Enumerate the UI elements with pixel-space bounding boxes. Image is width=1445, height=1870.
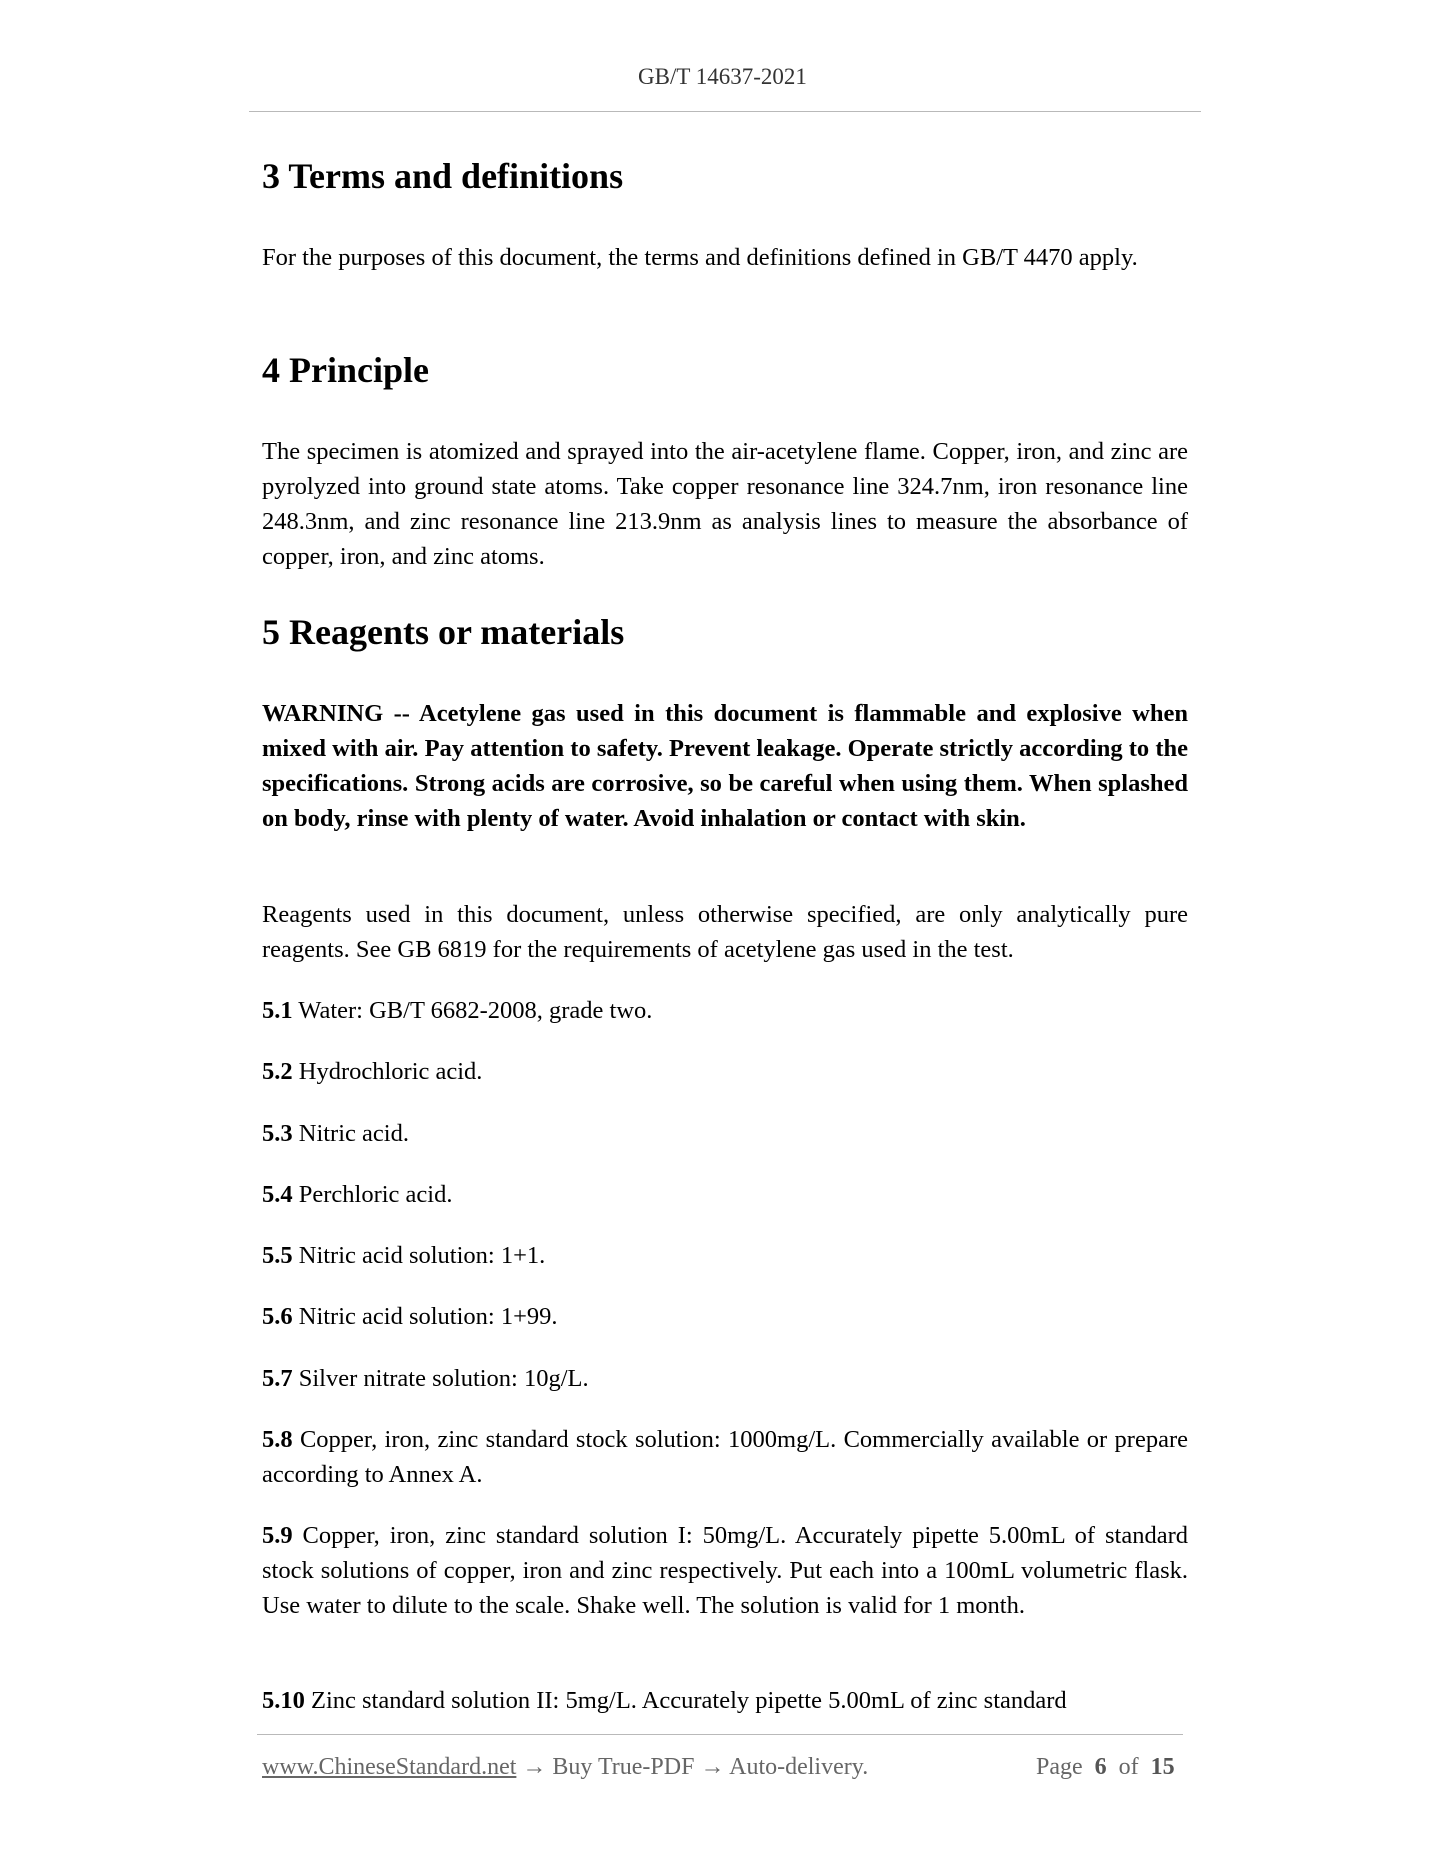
page-current: 6	[1094, 1754, 1107, 1780]
list-item	[262, 1683, 1188, 1718]
item-number: 5.1	[262, 997, 293, 1024]
item-text: Silver nitrate solution: 10g/L.	[292, 1365, 589, 1392]
item-number: 5.10	[262, 1687, 305, 1714]
page-total: 15	[1150, 1754, 1175, 1780]
section-3-text: For the purposes of this document, the terms and definitions defined in GB/T 4470 apply.	[262, 244, 1138, 271]
list-item	[262, 993, 1188, 1028]
section-5-heading: 5 Reagents or materials	[262, 612, 625, 652]
list-item	[262, 1238, 1188, 1273]
list-item	[262, 1116, 1188, 1151]
list-item	[262, 1518, 1188, 1623]
section-3-heading: 3 Terms and definitions	[262, 156, 624, 196]
item-number: 5.7	[262, 1365, 293, 1392]
footer-divider	[257, 1734, 1183, 1735]
item-number: 5.3	[262, 1120, 293, 1147]
item-number: 5.6	[262, 1303, 293, 1330]
page-of: of	[1118, 1754, 1139, 1780]
header-divider	[249, 111, 1201, 112]
item-text: Zinc standard solution II: 5mg/L. Accurately pipette 5.00mL of zinc standard	[304, 1687, 1067, 1714]
item-number: 5.8	[262, 1426, 293, 1453]
item-text: Hydrochloric acid.	[292, 1058, 483, 1085]
footer-tagline: → Buy True-PDF → Auto-delivery.	[516, 1754, 869, 1780]
section-4-heading: 4 Principle	[262, 350, 429, 390]
list-item	[262, 1361, 1188, 1396]
list-item	[262, 1299, 1188, 1334]
section-5-intro: Reagents used in this document, unless otherwise specified, are only analytically pure reagents. See GB 6819 for the requirements of acetylene gas used in the test.	[262, 901, 1188, 963]
item-text: Perchloric acid.	[292, 1181, 453, 1208]
item-number: 5.5	[262, 1242, 293, 1269]
page-label: Page	[1036, 1754, 1083, 1780]
site-link[interactable]: www.ChineseStandard.net	[262, 1754, 517, 1780]
item-number: 5.4	[262, 1181, 293, 1208]
document-id-header: GB/T 14637-2021	[638, 64, 807, 89]
safety-warning: WARNING -- Acetylene gas used in this document is flammable and explosive when mixed with air. Pay attention to safety. Prevent leakage. Operate strictly according to the specifications. Strong acids are corrosive, so be careful when using them. When splashed on body, rinse with plenty of water. Avoid inhalation or contact with skin.	[262, 700, 1188, 832]
item-text: Nitric acid.	[292, 1120, 409, 1147]
section-4-text: The specimen is atomized and sprayed into the air-acetylene flame. Copper, iron, and zinc are pyrolyzed into ground state atoms. Take copper resonance line 324.7nm, iron resonance line 248.3nm, and zinc resonance line 213.9nm as analysis lines to measure the absorbance of copper, iron, and zinc atoms.	[262, 438, 1188, 570]
item-number: 5.2	[262, 1058, 293, 1085]
item-text: Water: GB/T 6682-2008, grade two.	[292, 997, 653, 1024]
list-item	[262, 1177, 1188, 1212]
list-item	[262, 1422, 1188, 1492]
page-indicator	[1036, 1754, 1175, 1781]
item-text: Nitric acid solution: 1+99.	[292, 1303, 558, 1330]
item-text: Nitric acid solution: 1+1.	[292, 1242, 546, 1269]
item-number: 5.9	[262, 1522, 293, 1549]
item-text: Copper, iron, zinc standard stock solution: 1000mg/L. Commercially available or prepare according to Annex A.	[262, 1426, 1188, 1488]
item-text: Copper, iron, zinc standard solution I: 50mg/L. Accurately pipette 5.00mL of standard stock solutions of copper, iron and zinc respectively. Put each into a 100mL volumetric flask. Use water to dilute to the scale. Shake well. The solution is valid for 1 month.	[262, 1522, 1188, 1619]
footer-promo	[262, 1754, 868, 1781]
list-item	[262, 1054, 1188, 1089]
